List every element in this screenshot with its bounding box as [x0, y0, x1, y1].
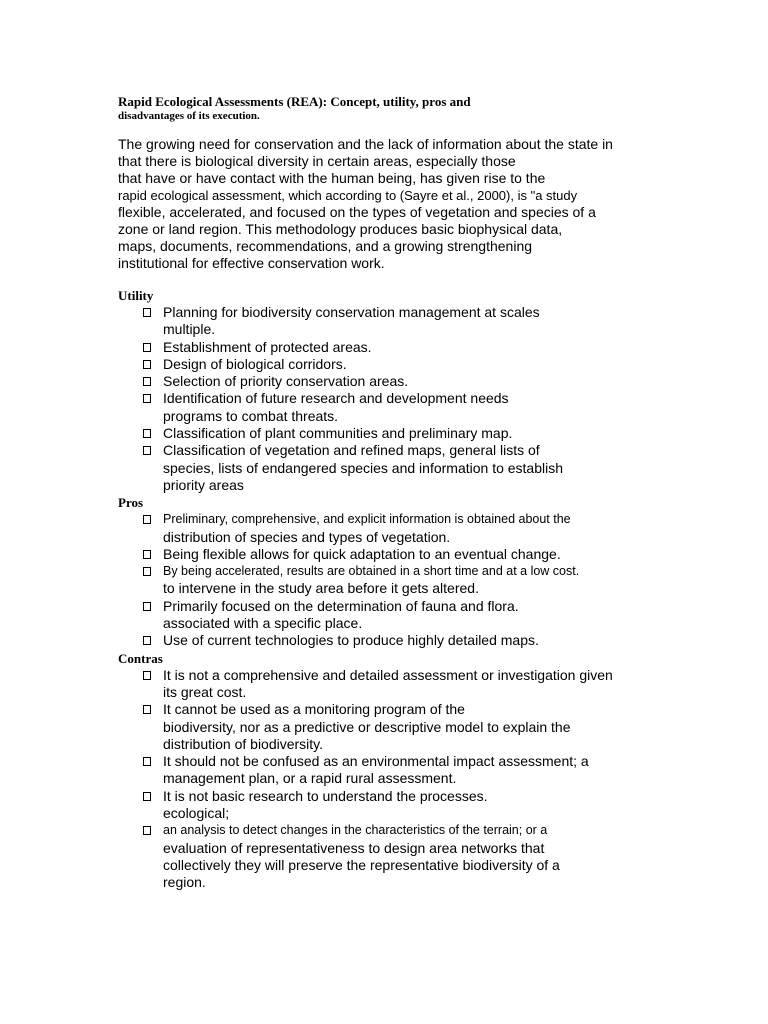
- list-item-line: distribution of biodiversity.: [163, 735, 324, 752]
- list-item: [118, 753, 718, 788]
- bullet-box-icon: [143, 792, 151, 801]
- section-heading-contras: Contras: [118, 650, 163, 666]
- list-item: [118, 511, 718, 546]
- list-item-line: Primarily focused on the determination of fauna and flora.: [163, 597, 519, 614]
- list-item: [118, 425, 718, 442]
- bullet-box-icon: [143, 360, 151, 369]
- document-title: Rapid Ecological Assessments (REA): Concept, utility, pros and: [118, 94, 471, 109]
- list-item-line: programs to combat threats.: [163, 407, 339, 424]
- list-item-line: evaluation of representativeness to design area networks that: [163, 839, 545, 856]
- list-item-line: associated with a specific place.: [163, 615, 363, 632]
- bullet-box-icon: [143, 429, 151, 438]
- list-item: [118, 822, 718, 891]
- list-item-line: Use of current technologies to produce highly detailed maps.: [163, 632, 539, 649]
- bullet-box-icon: [143, 550, 151, 559]
- list-item: [118, 667, 718, 702]
- list-item-line: to intervene in the study area before it gets altered.: [163, 580, 479, 597]
- list-item: [118, 390, 718, 425]
- intro-line: maps, documents, recommendations, and a growing strengthening: [118, 238, 533, 254]
- list-item-line: collectively they will preserve the representative biodiversity of a: [163, 856, 560, 873]
- list-item-line: Design of biological corridors.: [163, 355, 347, 372]
- list-item: [118, 788, 718, 823]
- bullet-box-icon: [143, 602, 151, 611]
- intro-paragraph: [118, 136, 613, 272]
- bullet-box-icon: [143, 636, 151, 645]
- bullet-box-icon: [143, 394, 151, 403]
- sections-container: [118, 287, 718, 892]
- list-item-line: Classification of vegetation and refined maps, general lists of: [163, 442, 540, 459]
- list-item: [118, 701, 718, 753]
- document-subtitle: disadvantages of its execution.: [118, 110, 260, 122]
- bullet-box-icon: [143, 377, 151, 386]
- list-item-line: its great cost.: [163, 683, 247, 700]
- list-item-line: Planning for biodiversity conservation management at scales: [163, 304, 540, 320]
- list-item-line: species, lists of endangered species and information to establish: [163, 459, 564, 476]
- list-item: [118, 442, 718, 494]
- list-item: [118, 546, 718, 563]
- list-item-line: Establishment of protected areas.: [163, 338, 372, 355]
- bullet-box-icon: [143, 567, 151, 576]
- list-item: [118, 632, 718, 649]
- list-item-line: biodiversity, nor as a predictive or descriptive model to explain the: [163, 718, 571, 735]
- intro-line: rapid ecological assessment, which according to (Sayre et al., 2000), is "a study: [118, 188, 578, 203]
- intro-line: institutional for effective conservation work.: [118, 255, 385, 271]
- intro-line: flexible, accelerated, and focused on the types of vegetation and species of a: [118, 204, 596, 220]
- list-item: [118, 304, 718, 339]
- bullet-box-icon: [143, 671, 151, 680]
- list-item-line: Classification of plant communities and preliminary map.: [163, 425, 513, 442]
- list-item-line: region.: [163, 874, 206, 891]
- bullet-box-icon: [143, 705, 151, 714]
- bullet-box-icon: [143, 308, 151, 317]
- list-item-line: Preliminary, comprehensive, and explicit information is obtained about the: [163, 512, 571, 527]
- list-item: [118, 598, 718, 633]
- bullet-box-icon: [143, 446, 151, 455]
- list-item-line: Identification of future research and development needs: [163, 390, 509, 407]
- list-item-line: Selection of priority conservation areas.: [163, 373, 409, 390]
- list-item-line: multiple.: [163, 321, 216, 338]
- bullet-box-icon: [143, 826, 151, 835]
- bullet-box-icon: [143, 343, 151, 352]
- section-heading-pros: Pros: [118, 495, 144, 511]
- list-item: [118, 563, 718, 598]
- intro-line: that there is biological diversity in certain areas, especially those: [118, 153, 516, 169]
- bullet-box-icon: [143, 757, 151, 766]
- intro-line: The growing need for conservation and the lack of information about the state in: [118, 136, 613, 152]
- list-item: [118, 373, 718, 390]
- bullet-box-icon: [143, 515, 151, 524]
- list-item-line: ecological;: [163, 805, 230, 822]
- list-item-line: It should not be confused as an environmental impact assessment; a: [163, 753, 589, 770]
- list-item-line: It cannot be used as a monitoring program of the: [163, 701, 465, 718]
- list-item-line: It is not basic research to understand the processes.: [163, 787, 488, 804]
- list-item-line: distribution of species and types of vegetation.: [163, 528, 451, 545]
- list-item-line: Being flexible allows for quick adaptation to an eventual change.: [163, 545, 561, 562]
- list-item-line: It is not a comprehensive and detailed assessment or investigation given: [163, 666, 613, 683]
- intro-line: zone or land region. This methodology produces basic biophysical data,: [118, 221, 563, 237]
- list-item-line: priority areas: [163, 476, 244, 493]
- list-item-line: management plan, or a rapid rural assessment.: [163, 770, 457, 787]
- intro-line: that have or have contact with the human being, has given rise to the: [118, 170, 546, 186]
- list-item: [118, 339, 718, 356]
- list-item-line: an analysis to detect changes in the characteristics of the terrain; or a: [163, 823, 548, 838]
- list-item: [118, 356, 718, 373]
- section-heading-utility: Utility: [118, 288, 154, 303]
- list-item-line: By being accelerated, results are obtained in a short time and at a low cost.: [163, 564, 580, 579]
